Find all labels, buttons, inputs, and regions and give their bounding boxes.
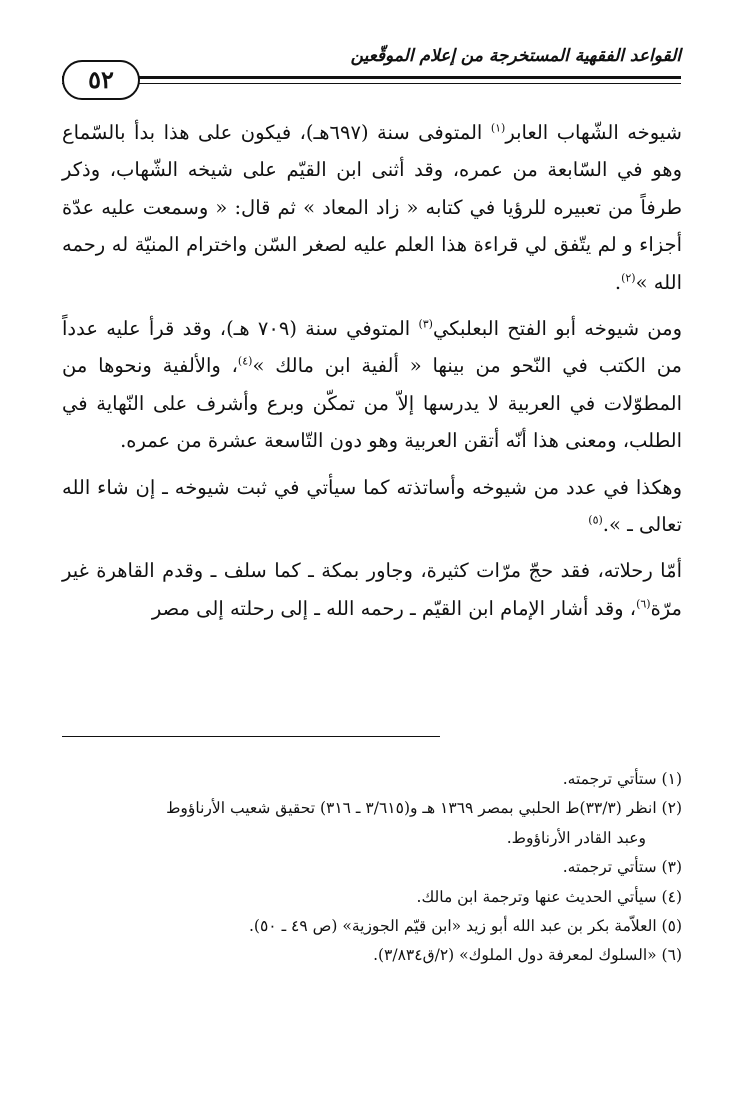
main-text <box>62 114 682 636</box>
running-title: القواعد الفقهية المستخرجة من إعلام الموقّعين <box>350 46 681 66</box>
paragraph <box>62 552 682 627</box>
footnote-2: (٢) انظر (٣٣/٣)ط الحلبي بمصر ١٣٦٩ هـ و(٣/٦١٥ ـ ٣١٦) تحقيق شعيب الأرناؤوط <box>166 799 682 818</box>
page-number: ٥٢ <box>62 60 140 100</box>
paragraph <box>62 310 682 460</box>
text-run: ، وقد أشار الإمام ابن القيّم ـ رحمه الله ـ إلى رحلته إلى مصر <box>151 596 637 620</box>
paragraph <box>62 114 682 301</box>
text-run: أمّا رحلاته، فقد حجّ مرّات كثيرة، وجاور بمكة ـ كما سلف ـ وقدم القاهرة غير مرّة <box>62 559 682 620</box>
text-run: ومن شيوخه أبو الفتح البعلبكي <box>432 317 683 341</box>
footnote-4: (٤) سيأتي الحديث عنها وترجمة ابن مالك. <box>416 887 682 906</box>
text-run: المتوفي سنة (٧٠٩ هـ)، وقد قرأ عليه عدداً من الكتب في النّحو من بينها « ألفية ابن مالك » <box>62 317 682 378</box>
footnote-ref: (٤) <box>237 354 253 368</box>
footnotes <box>62 765 682 971</box>
text-run: . <box>614 270 622 294</box>
footnote-5: (٥) العلاّمة بكر بن عبد الله أبو زيد «ابن قيّم الجوزية» (ص ٤٩ ـ ٥٠). <box>249 917 682 936</box>
footnote-3: (٣) ستأتي ترجمته. <box>562 858 682 877</box>
text-run: ، والألفية ونحوها من المطوّلات في العربية لا يدرسها إلاّ من تمكّن وبرع وأشرف على النّهاية في الطلب، ومعنى هذا أنّه أتقن العربية وهو دون التّاسعة عشرة من عمره. <box>62 354 682 453</box>
text-run: وهكذا في عدد من شيوخه وأساتذته كما سيأتي في ثبت شيوخه ـ إن شاء الله تعالى ـ ». <box>62 475 682 537</box>
footnote-2-continuation: وعبد القادر الأرناؤوط. <box>506 828 646 847</box>
footnote-separator <box>62 736 440 737</box>
header-rule-thick <box>62 76 681 79</box>
page-header <box>62 46 681 106</box>
footnote-ref: (٣) <box>418 317 433 331</box>
header-rule-thin <box>62 83 681 84</box>
paragraph <box>62 469 682 544</box>
footnote-ref: (٦) <box>636 597 651 611</box>
footnote-ref: (١) <box>490 121 506 135</box>
footnote-ref: (٢) <box>621 271 636 285</box>
footnote-1: (١) ستأتي ترجمته. <box>562 770 682 788</box>
footnote-6: (٦) «السلوك لمعرفة دول الملوك» (٢/ق٣/٨٣٤). <box>373 946 682 965</box>
text-run: المتوفى سنة (٦٩٧هـ)، فيكون على هذا بدأ بالسّماع وهو في السّابعة من عمره، وقد أثنى ابن القيّم على شيخه الشّهاب، وذكر طرفاً من تعبيره للرؤيا في كتابه « زاد المعاد » ثم قال: « وسمعت عليه عدّة أجزاء و لم يتّفق لي قراءة هذا العلم عليه لصغر السّن واخترام المنيّة له رحمه الله » <box>62 121 682 294</box>
text-run: شيوخه الشّهاب العابر <box>505 121 683 144</box>
footnote-ref: (٥) <box>588 513 603 527</box>
